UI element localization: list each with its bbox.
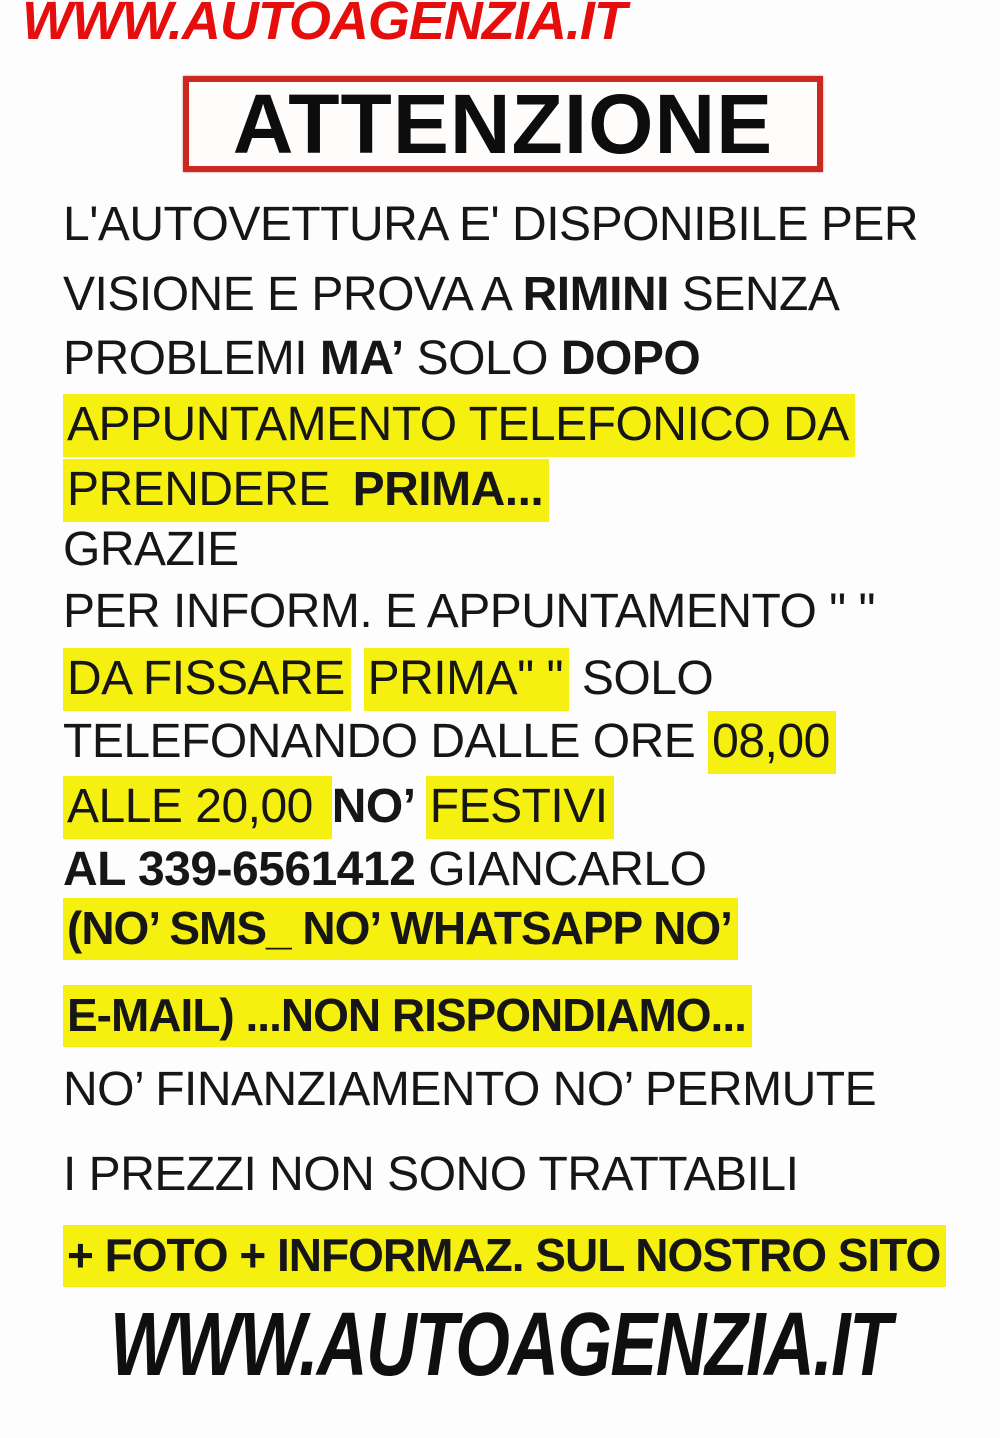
attention-label: ATTENZIONE — [232, 76, 774, 171]
text-segment: SOLO — [569, 652, 714, 705]
footer-site-url — [0, 1294, 1000, 1397]
text-segment: L'AUTOVETTURA E' DISPONIBILE PER — [63, 198, 919, 251]
text-segment: NO’ — [331, 780, 426, 833]
text-segment: PER INFORM. E APPUNTAMENTO " " — [63, 585, 876, 638]
body-line — [63, 393, 855, 457]
highlighted-segment: ALLE 20,00 — [63, 776, 332, 839]
body-line — [63, 983, 752, 1047]
body-line — [63, 896, 738, 960]
text-segment — [351, 652, 364, 705]
body-line — [63, 580, 875, 644]
text-segment: GIANCARLO — [415, 843, 707, 896]
highlighted-segment: DA FISSARE — [63, 648, 351, 711]
text-segment: SENZA — [668, 268, 840, 321]
body-line — [63, 327, 700, 391]
text-segment: DOPO — [560, 332, 701, 385]
body-line — [63, 193, 918, 257]
body-line — [63, 518, 239, 582]
body-line — [63, 647, 713, 711]
highlighted-segment: PRENDERE — [63, 459, 349, 522]
text-segment: GRAZIE — [63, 523, 239, 576]
highlighted-segment: E-MAIL) ...NON RISPONDIAMO... — [63, 985, 752, 1047]
body-line — [63, 1143, 798, 1207]
body-line — [63, 838, 706, 902]
body-line — [63, 263, 839, 327]
footer-site-url-text: WWW.AUTOAGENZIA.IT — [110, 1295, 891, 1395]
body-line — [63, 710, 836, 774]
text-segment: SOLO — [403, 332, 561, 385]
highlighted-segment: PRIMA... — [349, 459, 550, 522]
text-segment: PROBLEMI — [63, 332, 320, 385]
highlighted-segment: FESTIVI — [426, 776, 614, 839]
text-segment: NO’ FINANZIAMENTO NO’ PERMUTE — [63, 1063, 877, 1116]
highlighted-segment: PRIMA" " — [364, 648, 569, 711]
body-line — [63, 775, 614, 839]
body-line — [63, 1058, 876, 1122]
text-segment: VISIONE E PROVA A — [63, 268, 523, 321]
highlighted-segment: (NO’ SMS_ NO’ WHATSAPP NO’ — [63, 898, 738, 960]
attention-stamp-box — [183, 76, 823, 172]
text-segment: MA’ — [319, 332, 404, 385]
text-segment: RIMINI — [522, 268, 669, 321]
text-segment: I PREZZI NON SONO TRATTABILI — [63, 1148, 799, 1201]
highlighted-segment: APPUNTAMENTO TELEFONICO DA — [63, 394, 855, 457]
text-segment: AL 339-6561412 — [63, 843, 416, 896]
body-line — [63, 458, 549, 522]
text-segment: TELEFONANDO DALLE ORE — [63, 715, 709, 768]
header-site-url: WWW.AUTOAGENZIA.IT — [22, 0, 626, 51]
body-line — [63, 1223, 946, 1287]
highlighted-segment: + FOTO + INFORMAZ. SUL NOSTRO SITO — [63, 1225, 946, 1287]
highlighted-segment: 08,00 — [708, 711, 836, 774]
